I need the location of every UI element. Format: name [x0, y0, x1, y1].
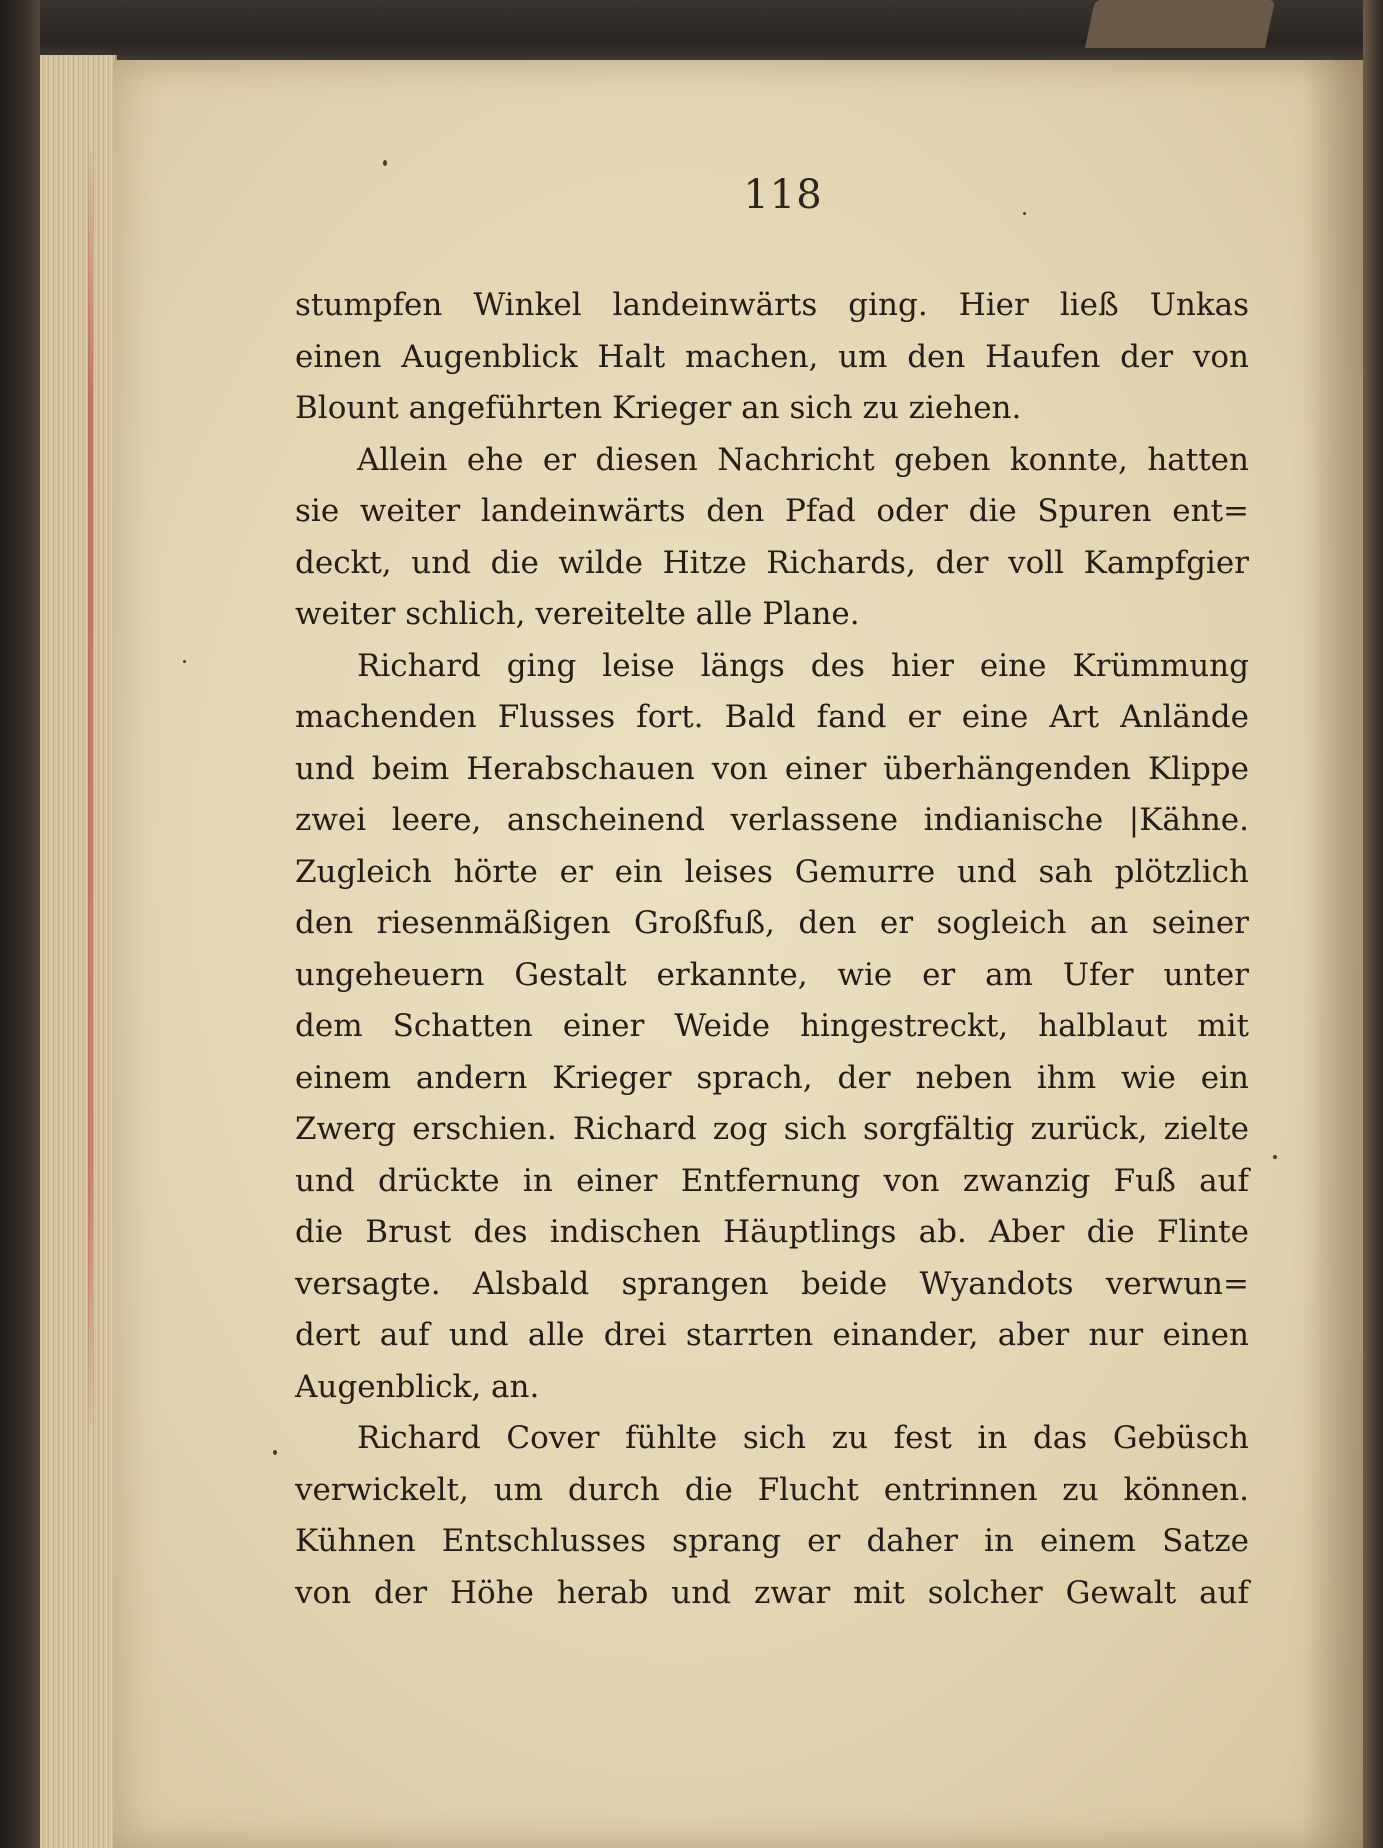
- spine-shadow: [1303, 60, 1363, 1848]
- text-line: einen Augenblick Halt machen, um den Haufen der von: [295, 338, 1249, 375]
- cover-tab: [1085, 0, 1275, 48]
- red-edge-stain: [88, 140, 93, 1440]
- text-line: von der Höhe herab und zwar mit solcher Gewalt auf: [295, 1574, 1249, 1611]
- text-line: den riesenmäßigen Großfuß, den er sogleich an seiner: [295, 905, 1249, 941]
- text-line: verwickelt, um durch die Flucht entrinnen zu können.: [295, 1471, 1249, 1508]
- text-line: und drückte in einer Entfernung von zwanzig Fuß auf: [295, 1162, 1249, 1199]
- text-line: sie weiter landeinwärts den Pfad oder die Spuren ent=: [295, 493, 1249, 529]
- text-line: dert auf und alle drei starrten einander, aber nur einen: [295, 1317, 1249, 1353]
- paper-speck: [183, 660, 186, 663]
- paper-speck: [273, 1450, 277, 1455]
- text-line: Allein ehe er diesen Nachricht geben konnte, hatten: [357, 441, 1249, 478]
- text-line: Kühnen Entschlusses sprang er daher in einem Satze: [295, 1523, 1249, 1559]
- text-line: Augenblick, an.: [295, 1368, 540, 1405]
- book-page: [113, 60, 1363, 1848]
- book-cover-right: [1363, 0, 1383, 1848]
- paper-speck: [1023, 212, 1026, 215]
- text-line: Richard ging leise längs des hier eine Krümmung: [357, 647, 1249, 684]
- text-line: deckt, und die wilde Hitze Richards, der voll Kampfgier: [295, 544, 1249, 581]
- text-line: Richard Cover fühlte sich zu fest in das Gebüsch: [357, 1420, 1249, 1456]
- page-number: 118: [743, 172, 823, 218]
- text-line: einem andern Krieger sprach, der neben ihm wie ein: [295, 1059, 1249, 1096]
- text-line: die Brust des indischen Häuptlings ab. Aber die Flinte: [295, 1214, 1249, 1250]
- text-line: zwei leere, anscheinend verlassene indianische |Kähne.: [295, 802, 1249, 838]
- body-text: [295, 280, 1249, 1619]
- page-edges: [40, 55, 117, 1848]
- book-cover-left: [0, 0, 40, 1848]
- text-line: Zwerg erschien. Richard zog sich sorgfältig zurück, zielte: [295, 1111, 1249, 1147]
- text-line: stumpfen Winkel landeinwärts ging. Hier ließ Unkas: [295, 287, 1249, 323]
- text-line: weiter schlich, vereitelte alle Plane.: [295, 596, 860, 632]
- text-line: Zugleich hörte er ein leises Gemurre und sah plötzlich: [295, 853, 1249, 890]
- text-line: und beim Herabschauen von einer überhängenden Klippe: [295, 750, 1249, 787]
- text-line: dem Schatten einer Weide hingestreckt, halblaut mit: [295, 1008, 1249, 1044]
- text-line: versagte. Alsbald sprangen beide Wyandots verwun=: [295, 1265, 1249, 1302]
- text-line: machenden Flusses fort. Bald fand er eine Art Anlände: [295, 699, 1249, 735]
- paper-speck: [383, 160, 387, 166]
- text-line: ungeheuern Gestalt erkannte, wie er am Ufer unter: [295, 956, 1249, 993]
- paper-speck: [1273, 1155, 1277, 1159]
- text-line: Blount angeführten Krieger an sich zu ziehen.: [295, 390, 1022, 426]
